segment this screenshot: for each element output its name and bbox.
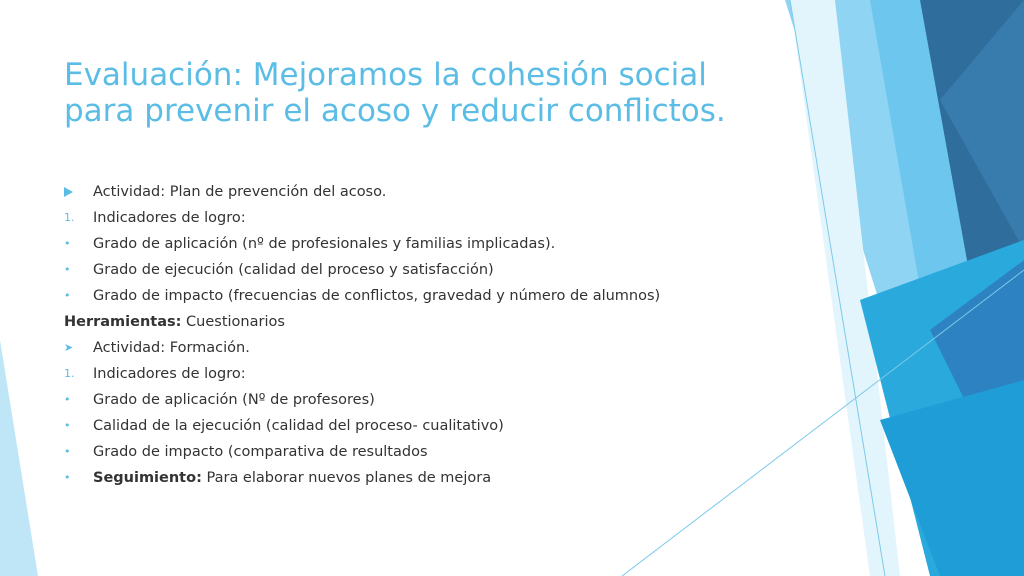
number-marker: 1. xyxy=(64,367,75,380)
list-item xyxy=(64,231,764,257)
title-line-1: Evaluación: Mejoramos la cohesión social xyxy=(64,57,707,93)
item-rest-text: Cuestionarios xyxy=(181,314,285,330)
list-item xyxy=(64,309,764,335)
item-text: Indicadores de logro: xyxy=(93,366,246,382)
bullet-marker: • xyxy=(64,289,71,302)
bullet-marker: • xyxy=(64,393,71,406)
list-item xyxy=(64,205,764,231)
item-text: Grado de ejecución (calidad del proceso y satisfacción) xyxy=(93,262,494,278)
content-list xyxy=(64,179,764,491)
item-text: Indicadores de logro: xyxy=(93,210,246,226)
arrowhead-icon: ➤ xyxy=(64,341,74,354)
triangle-icon xyxy=(64,179,90,207)
bullet-marker: • xyxy=(64,419,71,432)
item-text xyxy=(93,465,491,491)
item-text: Calidad de la ejecución (calidad del proceso- cualitativo) xyxy=(93,418,504,434)
item-text xyxy=(64,309,285,335)
item-text: Grado de impacto (frecuencias de conflictos, gravedad y número de alumnos) xyxy=(93,288,661,304)
item-text: Actividad: Plan de prevención del acoso. xyxy=(93,184,387,200)
left-sliver-shape xyxy=(0,340,38,576)
list-item xyxy=(64,439,764,465)
list-item xyxy=(64,335,764,361)
item-rest-text: Para elaborar nuevos planes de mejora xyxy=(201,470,492,486)
slide-title xyxy=(64,57,764,129)
list-item xyxy=(64,387,764,413)
bullet-marker: • xyxy=(64,237,71,250)
bullet-marker: • xyxy=(64,471,71,484)
title-line-2: para prevenir el acoso y reducir conflictos. xyxy=(64,93,726,129)
item-text: Grado de impacto (comparativa de resultados xyxy=(93,444,428,460)
number-marker: 1. xyxy=(64,211,75,224)
bullet-marker: • xyxy=(64,445,71,458)
list-item xyxy=(64,257,764,283)
item-bold-label: Seguimiento: xyxy=(93,470,202,486)
item-bold-label: Herramientas: xyxy=(64,314,182,330)
list-item xyxy=(64,179,764,205)
item-text: Grado de aplicación (Nº de profesores) xyxy=(93,392,375,408)
item-text: Grado de aplicación (nº de profesionales y familias implicadas). xyxy=(93,236,556,252)
list-item xyxy=(64,283,764,309)
list-item xyxy=(64,465,764,491)
list-item xyxy=(64,361,764,387)
bullet-marker: • xyxy=(64,263,71,276)
list-item xyxy=(64,413,764,439)
item-text: Actividad: Formación. xyxy=(93,340,250,356)
